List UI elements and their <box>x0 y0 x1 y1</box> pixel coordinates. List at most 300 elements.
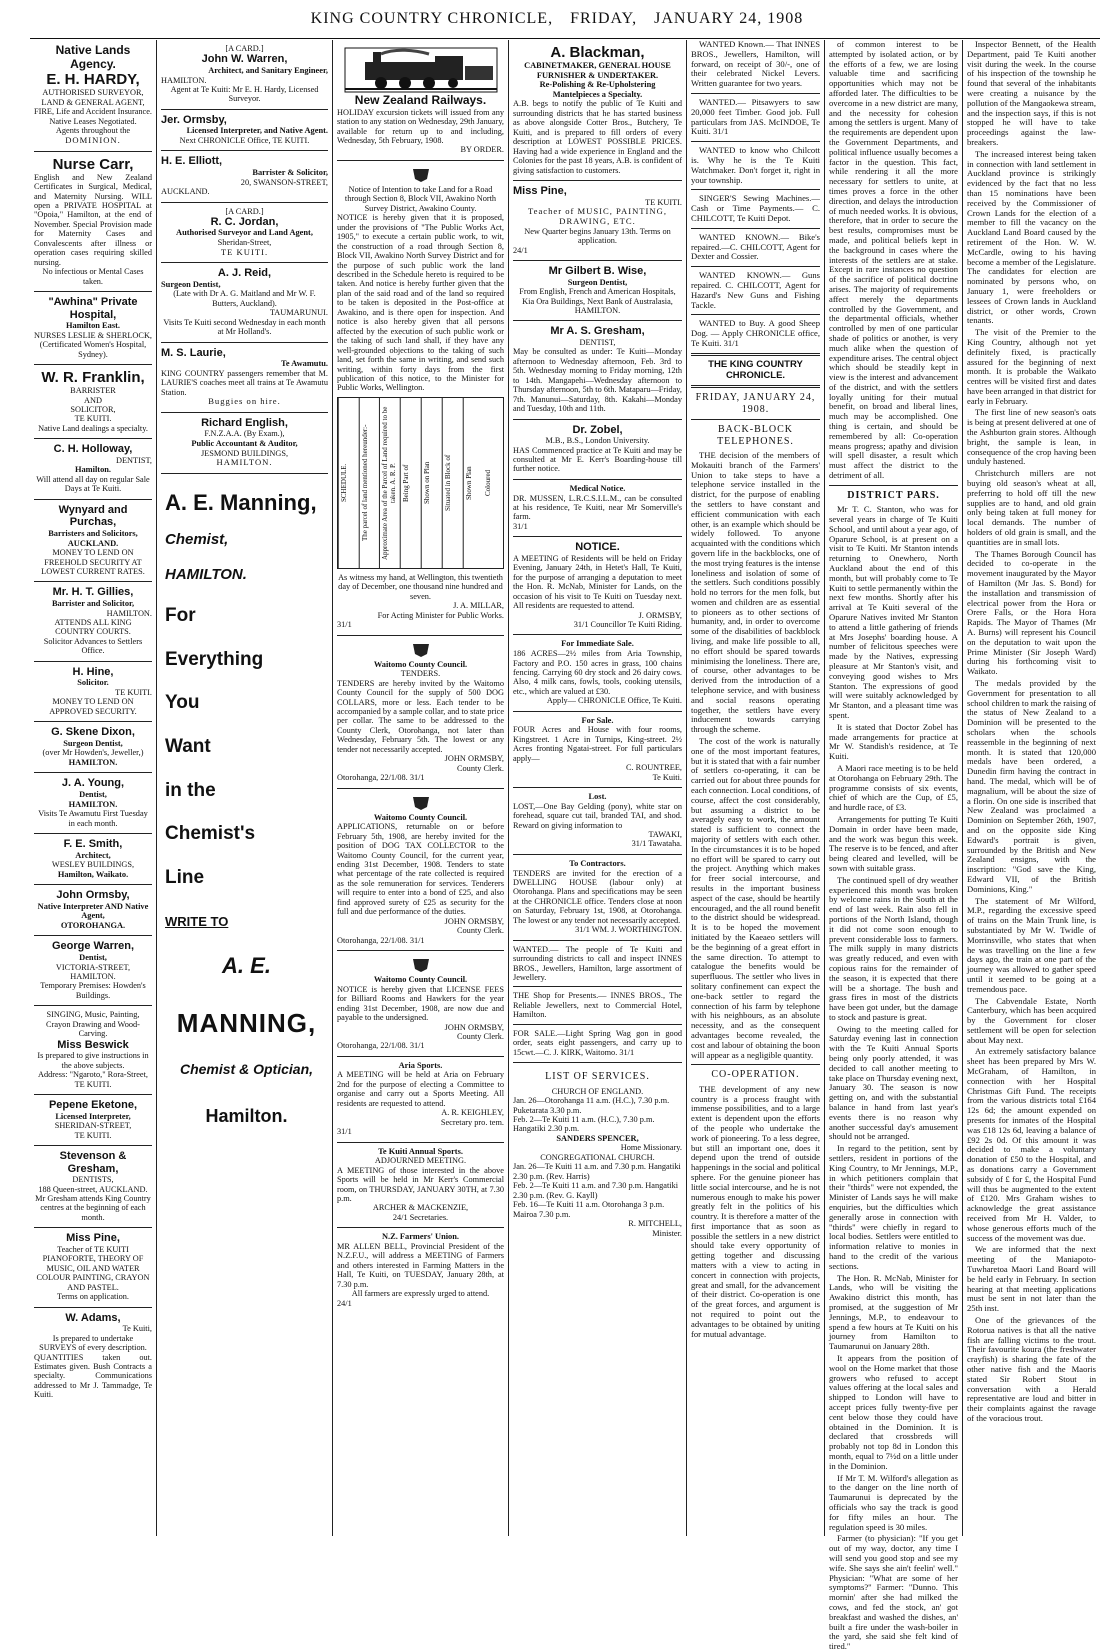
jwarren-card: [A CARD.] <box>225 44 264 53</box>
young-ad <box>34 773 152 834</box>
gillies-name: Mr. H. T. Gillies, <box>52 586 134 599</box>
cooperation-cont: of common interest to be attempted by isolated action, or by the efforts of a few, we are losing valuable time and sacrificing opportunities which may not be afforded later. The difficulties to be overcome in a new district are many, and the necessity for cohesion among the settlers is urgent. Many of the requirements are dependent upon the Government Departments, and political influence usually becomes a factor in the question. This fact, while rendering it all the more necessary for settlers to unite, at times proves a force in the other direction, and delays the introduction of much needed works. It is obvious, therefore, that in order to secure the best results, compromises must be made, and political beliefs kept in the background in cases where the interests of the settlers are at stake. Except in rare instances no question of the sacrifice of political doctrine arises. The majority of requirements affect merely the departments controlled by the Government, and the departmental officials, whether controlled by men of one particular shade of politics or another, is very much alike when the question of expenditure arises. The central object which should be steadily kept in view is the interest and advancement of the district, and with the settlers loyally uniting for their mutual benefit, on broad and liberal lines, much may be accomplished. One thing is certain, and should be remembered by all: Co-operation means progress; apathy and division will spell disaster, a result which must affect the district to the detriment of all. <box>829 39 958 481</box>
wanted-bikes: WANTED KNOWN.— Bike's repaired.—C. CHILCOTT, Agent for Dexter and Cossier. <box>691 231 820 262</box>
dixon-text: (over Mr Howden's, Jeweller,) <box>42 748 144 758</box>
contractors-name: 31/1 WM. J. WORTHINGTON. <box>575 925 682 935</box>
dixon-name: G. Skene Dixon, <box>51 726 135 739</box>
crest-icon <box>411 957 431 973</box>
aria-title: Aria Sports. <box>398 1060 443 1070</box>
services-row: Jan. 26—Te Kuiti 11 a.m. and 7.30 p.m. Hangatiki 2.30 p.m. (Rev. Harris) <box>513 1162 681 1181</box>
waitomo2-ad <box>337 789 504 951</box>
column-5 <box>686 40 824 1536</box>
franklin-ad <box>34 365 152 439</box>
reid-ad <box>161 263 328 342</box>
wanted-pitsawyers: WANTED.— Pitsawyers to saw 20,000 feet Timber. Good job. Full particulars from JAS. McINDOE, Te Kuiti. 31/1 <box>691 96 820 137</box>
gresham-text: May be consulted as under: Te Kuiti—Monday afternoon to Wednesday afternoon, Feb. 3rd to 5th. Wednesday morning to Friday morning, 12th to 14th. Mangapehi—Wednesday afternoon to Thursday afternoon, 5th to 6th. Mataparu—Friday, 7th. Manunui—Saturday, 8th. Kakahi—Monday and Tuesday, 10th and 11th. <box>513 347 682 414</box>
services-row: Jan. 26—Otorohanga 11 a.m. (H.C.), 7.30 p.m. Puketarata 3.30 p.m. <box>513 1096 670 1115</box>
column-6 <box>824 39 962 1652</box>
divider <box>691 385 820 388</box>
laurie-text2: Buggies on hire. <box>208 396 281 407</box>
pars-item: A Maori race meeting is to be held at Otorohanga on February 29th. The programme consists of six events, chief of which are the Cup, of £5, and hurdle race, of £3. <box>829 762 958 813</box>
hardy-line1: AUTHORISED SURVEYOR, <box>42 88 144 98</box>
carr-name: Nurse Carr, <box>52 155 134 173</box>
sale1-ad <box>513 635 682 711</box>
franklin-l5: Native Land dealings a specialty. <box>38 423 148 433</box>
wanted-guns: WANTED KNOWN.— Guns repaired. C. CHILCOTT, Agent for Hazard's New Guns and Fishing Tackle. <box>691 270 820 310</box>
smith-role: Architect, <box>75 850 111 860</box>
manning-w9: A. E. <box>222 953 271 979</box>
wanted-ad <box>513 941 682 1064</box>
awhina-place: Hamilton East. <box>66 321 120 331</box>
sale1-text: 186 ACRES—2½ miles from Aria Township, Factory and P.O. 150 acres in grass, 100 chains fencing. Carrying 60 dry stock and 26 dairy cows. Also, 4 milk cans, fowls, tools, cooking utensils, etc., which are valued at £30. <box>513 649 682 696</box>
waitomo2-role: County Clerk. <box>456 926 504 936</box>
gillies-text2: Solicitor Advances to Settlers Office. <box>43 636 143 656</box>
column-3 <box>332 40 508 1536</box>
schedule-c4: Situated in Block of <box>442 398 463 568</box>
mussen-text: DR. MUSSEN, L.R.C.S.I.L.M., can be consulted at his residence, Te Kuiti, near Mr Somerville's farm. <box>513 493 682 522</box>
wise-ad <box>513 261 682 321</box>
services-church: CHURCH OF ENGLAND. <box>551 1086 644 1096</box>
manning-w4: Want <box>165 736 211 757</box>
sale2-name: C. ROUNTREE, <box>625 763 682 773</box>
reid-text: (Late with Dr A. G. Maitland and Mr W. F. Butters, Auckland). <box>173 289 316 308</box>
beswick-text: Is prepared to give instructions in the above subjects. <box>37 1051 149 1070</box>
railways-text: HOLIDAY excursion tickets will issued from any station to any station on Wednesday, 29th January, available for return up to and including, Wednesday, 5th February, 1908. <box>337 107 505 146</box>
holloway-role: DENTIST, <box>115 455 152 465</box>
blackman-ad <box>513 40 682 181</box>
eketone-ad <box>34 1095 152 1146</box>
services-sign: SANDERS SPENCER, <box>556 1133 639 1143</box>
beswick-ad <box>34 1006 152 1095</box>
young-place: HAMILTON. <box>68 799 118 809</box>
paper-title: THE KING COUNTRY CHRONICLE. <box>708 358 803 381</box>
pine1-ad <box>34 1228 152 1307</box>
annual-title: Te Kuiti Annual Sports. <box>378 1146 463 1156</box>
pars-item: We are informed that the next meeting of the Maniapoto-Tuwharetoa Maori Land Board will be held early in February. In section hearing at that meeting applications must be sent in not later than the 25th inst. <box>967 1244 1096 1314</box>
awhina-ad <box>34 292 152 365</box>
masthead-day: FRIDAY, <box>570 10 638 27</box>
zobel-name: Dr. Zobel, <box>572 423 623 436</box>
hine-text: MONEY TO LEND ON APPROVED SECURITY. <box>49 697 137 716</box>
laurie-name: M. S. Laurie, <box>161 346 226 359</box>
wanted-innes: WANTED Known.— That INNES BROS., Jewellers, Hamilton, will forward, on receipt of 30/-, one of their celebrated Nickel Levers. Written guarantee for two years. <box>691 39 820 89</box>
aria-ref: 31/1 <box>337 1127 352 1137</box>
pars-item: It appears from the position of wool on the Home market that those growers who refused to accept values offering at the local sales and shipped to London will have to accept prices fully twenty-five per cent below those they could have obtained in the Dominion. It is declared that crossbreds will probably not top 8d in London this month, equal to 7½d on a little under in the Dominion. <box>829 1352 958 1471</box>
lost-text: LOST,—One Bay Gelding (pony), white star on forehead, square cut tail, branded TAI, and shod. Reward on giving information to <box>513 801 682 830</box>
notice-text: A MEETING of Residents will be held on Friday Evening, January 24th, in Hetet's Hall, Te Kuiti, for the purpose of arranging a deputation to meet the Hon. R. McNab, Minister for Lands, on the occasion of his visit to Te Kuiti on Tuesday next. All residents are requested to attend. <box>513 553 682 611</box>
mussen-ref: 31/1 <box>513 521 528 531</box>
hine-ad <box>34 662 152 722</box>
newspaper-page <box>30 39 1100 1652</box>
article2-title: CO-OPERATION. <box>711 1069 800 1081</box>
column-4 <box>508 40 686 1536</box>
railways-ad <box>337 40 504 161</box>
manning-ad <box>161 490 328 1127</box>
railways-sign: BY ORDER. <box>460 145 504 155</box>
waitomo1-text: TENDERS are hereby invited by the Waitomo County Council for the supply of 500 DOG COLLARS, more or less. Each tender to be accompanied by a sample collar, and to state price per collar. The same to be addressed to the County Clerk, Otorohanga, not later than Wednesday, February 5th. The lowest or any tender not necessarily accepted. <box>337 678 504 754</box>
waitomo1-ad <box>337 636 504 789</box>
lost-name: TAWAKI, <box>648 830 682 840</box>
column-1 <box>30 40 156 1536</box>
stevenson-role: DENTISTS, <box>72 1175 114 1185</box>
road-sign-text: As witness my hand, at Wellington, this twentieth day of December, one thousand nine hundred and seven. <box>338 572 503 601</box>
mussen-title: Medical Notice. <box>569 483 626 493</box>
hardy-name: E. H. HARDY, <box>46 71 140 89</box>
english-town: HAMILTON. <box>216 456 273 467</box>
eketone-town: TE KUITI. <box>74 1130 112 1140</box>
pars-item: Arrangements for putting Te Kuiti Domain in order have been made, and the work was begun this week. The reserve is to be fenced, and after being cleared and levelled, will be sown with suitable grass. <box>829 813 958 873</box>
farmers-text: MR ALLEN BELL, Provincial President of the N.Z.F.U., will address a MEETING of Farmers and others interested in Farming Matters in the Hall, Te Kuiti, on TUESDAY, January 28th, at 7.30 p.m. <box>337 1241 504 1289</box>
wanted-text: WANTED.— The people of Te Kuiti and surrounding districts to call and inspect INNES BROS., Jewellers, Hamilton, large assortment of Jewellery. <box>513 944 682 983</box>
crest-icon <box>411 167 431 183</box>
gresham-name: Mr A. S. Gresham, <box>550 325 645 338</box>
pars-item: The statement of Mr Wilford, M.P., regarding the excessive speed of trains on the Main Trunk line, is substantiated by Mr W. Twidle of Morrinsville, who states that when he was travelling on the line a few days ago, the train at one part of the journey was allowed to gather speed until it seemed to be going at a tremendous pace. <box>967 895 1096 994</box>
divider <box>691 1064 820 1065</box>
crest-icon <box>411 795 431 811</box>
elliott-town: AUCKLAND. <box>161 187 210 197</box>
smith-place: WESLEY BUILDINGS, <box>51 860 135 870</box>
divider <box>691 353 820 356</box>
divider <box>691 228 820 229</box>
services-row: Feb. 16—Te Kuiti 11 a.m. Otorohanga 3 p.m. Mairoa 7.30 p.m. <box>513 1200 665 1219</box>
gillies-text: ATTENDS ALL KING COUNTRY COURTS. <box>54 618 132 637</box>
divider <box>513 986 682 987</box>
column-7 <box>962 40 1100 1536</box>
holloway-place: Hamilton. <box>74 465 112 475</box>
notice-title: NOTICE. <box>575 541 620 554</box>
pars-item: Farmer (to physician): "If you get out of my way, doctor, any time I will send you good stop and see my wife. She says she ain't feelin' well." Physician: "What are some of her symptoms?" Farmer: "Dunno. This mornin' after she had milked the cows, and fed the stock, an' got breakfast and washed the dishes, an' built a fire under the wash-boiler in the yard, she said she felt kind of tired." <box>829 1533 958 1652</box>
sale2-ad <box>513 712 682 788</box>
lost-place: 31/1 Tawataha. <box>631 839 682 849</box>
dateline: FRIDAY, JANUARY 24, 1908. <box>695 392 816 415</box>
reid-text2: Visits Te Kuiti second Wednesday in each month at Mr Holland's. <box>163 317 326 337</box>
franklin-l2: AND <box>84 395 102 405</box>
gresham-role: DENTIST, <box>579 337 616 347</box>
hardy-line3: FIRE, Life and Accident Insurance. <box>34 107 152 117</box>
aria-role: Secretary pro. tem. <box>440 1117 504 1127</box>
masthead-title: KING COUNTRY CHRONICLE, <box>310 10 554 27</box>
pars-item: An extremely satisfactory balance sheet has been prepared by Mrs W. McGraham, of Hamilton, in connection with her Hospital Christmas Gift Fund. The receipts from the various districts total £164 12s 6d; the amount expended on presents for inmates of the Hospital was £18 12s 6d, leaving a balance of £92 2s 0d. Of this amount it was decided to make a voluntary donation of £50 to the Hospital, and as donations carry a Government subsidy of £ for £, the Hospital Fund will thus be augmented to the extent of £120. Mrs Graham wishes to acknowledge the great assistance received from Mr H. Valder, to whose generous efforts much of the success of the movement was due. <box>967 1046 1096 1243</box>
franklin-name: W. R. Franklin, <box>41 369 145 387</box>
divider <box>691 419 820 420</box>
zobel-cred: M.B., B.S., London University. <box>545 436 650 446</box>
pars-item: The Thames Borough Council has decided to co-operate in the movement inaugurated by the Mayor of Hamilton (Mr Jas. S. Bond) for the installation and transmission of electrical power from the Hora or Orere Falls, or the Hora Hora Rapids. The Mayor of Thames (Mr A. Burns) will represent his Council on the deputation to wait upon the Prime Minister (Sir Joseph Ward) during his forthcoming visit to Waikato. <box>967 548 1096 677</box>
adams-name: W. Adams, <box>65 1311 121 1324</box>
jwarren-agent: Agent at Te Kuiti: Mr E. H. Hardy, Licensed Surveyor. <box>170 85 319 104</box>
carr-text: English and New Zealand Certificates in Surgical, Medical, and Maternity Nursing. WILL open a PRIVATE HOSPITAL at "Opoia," Hamilton, at the end of November. Special Provision made for Maternity Cases and Convalescents after illness or operation cases requiring skilled nursing. <box>34 172 152 267</box>
english-ad <box>161 413 328 474</box>
manning-w6: Chemist's <box>165 823 256 845</box>
zobel-ad <box>513 420 682 480</box>
ormsby-ad <box>34 885 152 936</box>
pars-item: The first line of new season's oats is being at present delivered at one of the Ashburton grain stores. Although bright, the sample is lean, in consequence of the crop having been unduly hastened. <box>967 407 1096 467</box>
road-sign-role: For Acting Minister for Public Works. <box>377 610 504 620</box>
wanted-text2: THE Shop for Presents.— INNES BROS., The Reliable Jewellers, next to Commercial Hotel, Hamilton. <box>513 991 682 1020</box>
waitomo3-ad <box>337 951 504 1057</box>
reid-name: A. J. Reid, <box>217 267 272 280</box>
pars-item: Christchurch millers are not buying old season's wheat at all, preferring to hold off till the new supplies are to hand, and old grain only being taken at full money for local demands. The number of holders of old grain is small, and the quantities are in small lots. <box>967 468 1096 547</box>
pars-item: Owing to the meeting called for Saturday evening last in connection with the Te Kuiti Annual Sports being only poorly attended, it was decided to call another meeting to take place on Thursday evening next, January 30. The season is now getting on, and with the substantial balance in hand from last year's events there is no reason why another successful day's amusement should not be arranged. <box>829 1023 958 1142</box>
gwarren-text: Temporary Premises: Howden's Buildings. <box>40 981 146 1000</box>
pine2-text: Teacher of MUSIC, PAINTING, DRAWING, ETC. <box>528 206 667 226</box>
gresham-ad <box>513 321 682 419</box>
pine1-name: Miss Pine, <box>66 1232 120 1245</box>
gwarren-place: VICTORIA-STREET, HAMILTON. <box>55 962 131 981</box>
services-sign2: R. MITCHELL, <box>628 1219 682 1229</box>
blackman-sub: Re-Polishing & Re-Upholstering <box>539 80 656 90</box>
adams-place: Te Kuiti, <box>122 1324 152 1334</box>
holloway-text: Will attend all day on regular Sale Days at Te Kuiti. <box>36 474 150 494</box>
pars-item: The increased interest being taken in connection with land settlement in Auckland province is strikingly evidenced by the fact that no less than 15 nominations have been received by the Commissioner of Crown Lands for the election of a member to fill the vacancy on the Auckland Land Board caused by the retirement of the Hon. W. W. McCardle, owing to his having become a member of the Legislature. The candidates for election are nominated by persons who, on January 1, were freeholders or lessees of Crown lands in Auckland district, or other words, Crown tenants. <box>967 148 1096 326</box>
jordan-role: Authorised Surveyor and Land Agent, <box>176 228 313 238</box>
wynyard-text: MONEY TO LEND ON FREEHOLD SECURITY AT LOWEST CURRENT RATES. <box>41 548 145 576</box>
locomotive-illustration <box>345 48 497 92</box>
farmers-ad <box>337 1228 504 1313</box>
pars-item: One of the grievances of the Rotorua natives is that all the native fish are falling victims to the trout. Their favourite koura (the freshwater crayfish) is sharing the fate of the other native fish and the Maoris stated Sir Robert Stout in conversation with a Herald representative are loud and bitter in their complaints against the ravage of the voracious trout. <box>967 1315 1096 1423</box>
schedule-h2: The parcel of land mentioned hereunder:- <box>359 398 380 568</box>
jwarren-place: HAMILTON. <box>161 75 207 85</box>
farmers-text2: All farmers are expressly urged to attend. <box>351 1289 490 1299</box>
schedule-c3: Shown on Plan <box>421 398 442 568</box>
manning-w1: For <box>165 605 196 627</box>
masthead-date: JANUARY 24, 1908 <box>654 10 804 27</box>
singing-text: SINGING, Music, Painting, Crayon Drawing and Wood-Carving. <box>46 1010 140 1039</box>
young-text: Visits Te Awamutu First Tuesday in each month. <box>38 809 148 828</box>
wanted-sheep: WANTED to Buy. A good Sheep Dog. — Apply CHRONICLE office, Te Kuiti. 31/1 <box>691 318 820 348</box>
mussen-ad <box>513 480 682 537</box>
jwarren-ad <box>161 40 328 110</box>
pine2-ad <box>513 181 682 261</box>
pars-item: It is stated that Doctor Zobel has made arrangements for practice at Mr W. Standish's residence, at Te Kuiti. <box>829 721 958 762</box>
jwarren-name: John W. Warren, <box>201 53 288 66</box>
pars-item: The Cabvendale Estate, North Canterbury, which has been acquired by the Government for closer settlement will be open for selection about May next. <box>967 995 1096 1045</box>
pars-item: If Mr T. M. Wilford's allegation as to the danger on the line north of Taumarunui is deprecated by the officials who say the track is good for fifty miles an hour. The regulation speed is 30 miles. <box>829 1472 958 1532</box>
wynyard-place: AUCKLAND. <box>67 538 119 548</box>
jordan-card: [A CARD.] <box>225 206 264 216</box>
hardy-line4: Native Leases Negotiated. <box>49 116 137 126</box>
jormsby-text: Next CHRONICLE Office, TE KUITI. <box>179 136 310 146</box>
lost-ad <box>513 788 682 855</box>
beswick-name: Miss Beswick <box>57 1038 129 1051</box>
schedule-c2: Being Part of <box>400 398 421 568</box>
pars-title: DISTRICT PARS. <box>847 489 940 501</box>
reid-town: TAUMARUNUI. <box>269 308 328 318</box>
stevenson-ad <box>34 1146 152 1228</box>
smith-name: F. E. Smith, <box>63 838 123 851</box>
english-name: Richard English, <box>201 416 288 429</box>
jordan-town: TE KUITI. <box>220 246 269 257</box>
divider <box>691 93 820 94</box>
wanted-text3: FOR SALE.—Light Spring Wag gon in good order, seats eight passengers, and carry up to 15cwt.—C. J. KIRK, Waitomo. 31/1 <box>513 1028 682 1057</box>
waitomo2-date: Otorohanga, 22/1/08. 31/1 <box>337 935 425 945</box>
waitomo1-title: Waitomo County Council. <box>373 659 468 669</box>
beswick-addr: Address: "Ngaroto," Rora-Street, TE KUITI. <box>38 1070 148 1089</box>
holloway-ad <box>34 439 152 499</box>
pars-item: Mr T. C. Stanton, who was for several years in charge of Te Kuiti School, and until about a year ago, of Oparure School, is at present on a visit to Te Kuiti. Mr Stanton intends returning to Onewhero, North Auckland about the end of this month, but will probably come to Te Kuiti to settle permanently within the next few months. Shortly after his arrival at Te Kuiti several of the Oparure Natives invited Mr Stanton to attend a little gathering of friends at Mrs Josephs' boarding house. A number of felicitous speeches were made by the Natives, expressing pleasure at Mr Stanton's visit, and conveying good wishes to Mrs Stanton. The expressions of good will were suitably acknowledged by Mr Stanton, and a pleasant time was spent. <box>829 504 958 720</box>
divider <box>691 189 820 190</box>
notice-name: J. ORMSBY, <box>638 610 682 620</box>
manning-w3: You <box>165 692 200 714</box>
article1-title: BACK-BLOCK TELEPHONES. <box>717 424 794 447</box>
pine2-name: Miss Pine, <box>513 185 567 198</box>
awhina-text: NURSES LESLIE & SHERLOCK, (Certificated Women's Hospital, Sydney). <box>34 330 153 359</box>
sale1-apply: Apply— CHRONICLE Office, Te Kuiti. <box>546 696 682 706</box>
gwarren-ad <box>34 936 152 1006</box>
notice-ad <box>513 537 682 635</box>
manning-w8: WRITE TO <box>165 913 229 929</box>
carr-foot: No infectious or Mental Cases taken. <box>42 267 144 286</box>
manning-town: HAMILTON. <box>165 565 247 583</box>
waitomo3-text: NOTICE is hereby given that LICENSE FEES for Billiard Rooms and Hawkers for the year ending 31st December, 1908, are now due and payable to the undersigned. <box>337 984 504 1023</box>
wise-text: From English, French and American Hospitals, Kia Ora Buildings, Next Bank of Australasia, <box>519 287 676 306</box>
pine2-ref: 24/1 <box>513 245 528 255</box>
lost-title: Lost. <box>588 792 607 802</box>
zobel-text: HAS Commenced practice at Te Kuiti and may be consulted at Mr E. Kerr's Boarding-house till further notice. <box>513 445 682 474</box>
hardy-ad <box>34 40 152 152</box>
services-role2: Minister. <box>652 1228 682 1238</box>
jordan-name: R. C. Jordan, <box>210 215 279 228</box>
hardy-line6: DOMINION. <box>65 134 121 145</box>
crest-icon <box>411 642 431 658</box>
column-2 <box>156 40 332 1536</box>
pine1-text: Teacher of TE KUITI PIANOFORTE, THEORY OF MUSIC, OIL AND WATER COLOUR PAINTING, CRAYON AND PASTEL. <box>36 1244 150 1292</box>
article1-para: The cost of the work is naturally one of the most important features, but it is stated that with a fair number of settlers co-operating, it can be carried out for about three pounds for each connection. Local conditions, of course, affect the cost considerably, but assuming a district to be averagely easy to work, the amount stated is sufficient to connect the majority of settlers with each other. In the circumstances it is to be hoped no effort will be spared to carry out the project. Anything which makes for freer social intercourse, and results in the important business aspect of the case, should be heartily encouraged, and the all round benefit to the district should be widespread. It is to be hoped the movement initiated by the Kaeaeo settlers will be the beginning of a great effort in the same direction. To attempt to catalogue the benefits would be superfluous. The settler who lives in solitary confinement can expect the one-back settler to regard the connection of his farm by telephone with his neighbours, as an absolute necessity, and as the consequent advantages become revealed, the cost and labour of obtaining the boon will appear as a negligible quantity. <box>691 736 820 1060</box>
pine2-place: TE KUITI. <box>645 197 682 207</box>
elliott-place: 20, SWANSON-STREET, <box>240 177 328 187</box>
services-ad <box>513 1063 682 1243</box>
services-title: LIST OF SERVICES. <box>545 1071 650 1083</box>
manning-w2: Everything <box>165 648 264 670</box>
farmers-ref: 24/1 <box>337 1298 352 1308</box>
annual-ad <box>337 1143 504 1229</box>
services-row: Feb. 2—Te Kuiti 11 a.m. (H.C.), 7.30 p.m. Hangatiki 2.30 p.m. <box>513 1114 655 1134</box>
annual-text: A MEETING of those interested in the above Sports will be held in Mr Kerr's Commercial room, on THURSDAY, JANUARY 30TH, at 7.30 p.m. <box>337 1165 504 1203</box>
blackman-text: A.B. begs to notify the public of Te Kuiti and surrounding districts that he has started business as above alongside Cotter Bros., Butchery, Te Kuiti, and is prepared to fill orders of every description at LOWEST POSSIBLE PRICES. Having had a wide experience in England and the Colonies for the past 18 years, A.B. is confident of giving satisfaction to customers. <box>513 99 682 175</box>
laurie-ad <box>161 343 328 413</box>
wise-name: Mr Gilbert B. Wise, <box>548 264 647 277</box>
road-notice-ad <box>337 161 504 636</box>
pine1-foot: Terms on application. <box>57 1292 129 1302</box>
divider <box>829 485 958 486</box>
pars-item: In regard to the petition, sent by settlers, resident in portions of the King Country, to Mr Jennings, M.P., in which petitioners complain that their "thirds" were not expended, the Minister of Lands says he will make enquiries, but the difficulties which generally arose in connection with "thirds" were chiefly in regard to local bodies. Settlers were entitled to information relative to monies in hand to the credit of the various sections. <box>829 1143 958 1271</box>
schedule-table <box>337 397 504 569</box>
smith-ad <box>34 834 152 885</box>
franklin-l1: BARRISTER <box>70 386 116 396</box>
laurie-place: Te Awamutu. <box>281 359 328 369</box>
waitomo2-title: Waitomo County Council. <box>373 812 468 822</box>
carr-ad <box>34 152 152 293</box>
sale1-title: For Immediate Sale. <box>561 639 634 649</box>
ormsby-place: OTOROHANGA. <box>60 920 126 930</box>
road-sign-name: J. A. MILLAR, <box>453 601 504 611</box>
english-role: Public Accountant & Auditor, <box>191 438 298 448</box>
waitomo1-name: JOHN ORMSBY, <box>444 754 504 764</box>
manning-w12: Hamilton. <box>205 1106 288 1127</box>
eketone-place: SHERIDAN-STREET, <box>54 1121 132 1131</box>
sale2-text: FOUR Acres and House with four rooms, Kingstreet. 1 Acre in Turnips, King-street. 2½ Acres fronting Ngatai-street. For full particulars apply— <box>513 725 682 763</box>
jwarren-role: Architect, and Sanitary Engineer, <box>208 65 328 75</box>
stevenson-name: Stevenson & Gresham, <box>59 1150 127 1175</box>
english-place: JESMOND BUILDINGS, <box>200 448 289 458</box>
awhina-name: "Awhina" Private Hospital, <box>48 296 138 321</box>
elliott-ad <box>161 151 328 202</box>
schedule-c1: Approximate Area of the Parcel of Land required to be taken. A. R. P. <box>379 398 400 568</box>
elliott-role: Barrister & Solicitor, <box>252 168 328 178</box>
hardy-head: Native Lands Agency. <box>55 43 131 71</box>
eketone-role: Licensed Interpreter, <box>55 1111 131 1121</box>
dixon-role: Surgeon Dentist, <box>63 738 123 748</box>
jormsby-ad <box>161 110 328 152</box>
smith-text: Hamilton, Waikato. <box>57 869 129 879</box>
manning-w10: MANNING, <box>176 1007 317 1038</box>
article2-para: THE development of any new country is a process fraught with immense possibilities, and to a large extent is dependent upon the efforts of the people who undertake the work of pioneering. To a less degree, but still an important one, does it depend upon the trend of outside happenings in the social and political sphere. For the genuine pioneer has little social intercourse, and he is not numerous enough to make his power greatly felt in the politics of his country. It is therefore a matter of the first importance that as soon as possible the settlers in a new district should take every opportunity of getting together and discussing matters with a view to acting in concert in connection with projects, great and small, for the advancement of their district. Co-operation is one of the great forces, and argument is not required to point out the advantages to be obtained by uniting for mutual advantage. <box>691 1083 820 1339</box>
masthead <box>0 0 1114 38</box>
waitomo2-name: JOHN ORMSBY, <box>444 916 504 926</box>
waitomo2-text: APPLICATIONS, returnable on or before February 5th, 1908, are hereby invited for the position of DOG TAX COLLECTOR to the Waitomo County Council, for the current year, ending 31st December, 1908. Tenders to state what percentage of the rate collected is required as the sole remuneration for services. Tenderers will require to enter into a bond of £25, and also find approved surety of £25 as security for the full and due performance of the duties. <box>337 822 504 917</box>
wynyard-name: Wynyard and Purchas, <box>58 503 128 529</box>
hine-role: Solicitor. <box>77 678 109 688</box>
waitomo3-role: County Clerk. <box>456 1031 504 1041</box>
eketone-name: Pepene Eketone, <box>48 1099 138 1112</box>
laurie-text: KING COUNTRY passengers remember that M. LAURIE'S coaches meet all trains at Te Awamutu Station. <box>161 368 328 397</box>
ormsby-role: Native Interpreter AND Native Agent, <box>37 901 149 921</box>
franklin-l3: SOLICITOR, <box>70 405 116 415</box>
divider <box>691 266 820 267</box>
gillies-place: HAMILTON. <box>106 608 152 618</box>
manning-name: A. E. Manning, <box>165 489 317 515</box>
hine-name: H. Hine, <box>72 665 114 678</box>
divider <box>513 1024 682 1025</box>
article1-para: THE decision of the members of Mokauiti branch of the Farmers' Union to take steps to have a telephone service installed in the district, for the purpose of enabling the settlers to have constant and efficient communication with each other, is an example which should be widely followed. To anyone acquainted with the conditions which govern life in the backblocks, one of the most trying features is the intense loneliness and isolation of some of the settlers. Such conditions possibly hold no terrors for the men folk, but women and children are as essential to pioneers as to other sections of humanity, and, in order to overcome some of the disabilities of backblock living, and make life possible to all, no effort should be spared towards minimising the loneliness. There are, of course, other advantages to be derived from the introduction of a telephone service, and with business and social reasons operating together, the settlers have every inducement towards carrying through the scheme. <box>691 449 820 735</box>
adams-ad <box>34 1308 152 1405</box>
road-sign-ref: 31/1 <box>337 620 352 630</box>
notice-role: 31/1 Councillor Te Kuiti Riding. <box>573 620 682 630</box>
waitomo3-name: JOHN ORMSBY, <box>444 1022 504 1032</box>
waitomo1-role: County Clerk. <box>456 763 504 773</box>
ormsby-name: John Ormsby, <box>56 889 130 902</box>
schedule-c6: Coloured <box>484 469 493 496</box>
dixon-ad <box>34 722 152 773</box>
sale2-place: Te Kuiti. <box>652 772 682 782</box>
hardy-line2: LAND & GENERAL AGENT, <box>41 97 145 107</box>
contractors-title: To Contractors. <box>569 858 626 868</box>
pars-item: The medals provided by the Government for presentation to all school children to mark the raising of the status of New Zealand to a Dominion will be presented to the scholars when the schools reassemble in the beginning of next month. It is stated that 120,000 medals have been ordered, a Dunedin firm having the contract in hand. The medal, which will be of magnalium, will be about the size of a florin. On one side is inscribed that New Zealand was proclaimed a Dominion on September 26th, 1907, and on the opposite side King Edward's portrait is given, surrounded by the British and New Zealand ensigns, with the inscription: "God save the King, Edward VII, of the British Dominions, King." <box>967 678 1096 894</box>
jormsby-name: Jer. Ormsby, <box>161 113 227 126</box>
railways-title: New Zealand Railways. <box>354 93 487 107</box>
manning-w5: in the <box>165 779 216 801</box>
aria-ad <box>337 1057 504 1143</box>
annual-sub: ADJOURNED MEETING. <box>374 1156 467 1166</box>
wise-role: Surgeon Dentist, <box>567 277 628 287</box>
adams-text2: QUANTITIES taken out. Estimates given. Bush Contracts a specialty. Communications addressed to Mr J. Tammadge, Te Kuiti. <box>34 1352 152 1400</box>
schedule-h1: SCHEDULE. <box>338 398 359 568</box>
gwarren-name: George Warren, <box>51 940 135 953</box>
jormsby-role: Licensed Interpreter, and Native Agent. <box>186 126 328 136</box>
waitomo3-date: Otorohanga, 22/1/08. 31/1 <box>337 1041 425 1051</box>
aria-text: A MEETING will be held at Aria on February 2nd for the purpose of electing a Committee to organise and carry out a Sports Meeting. All residents are requested to attend. <box>337 1070 504 1108</box>
pars-item: Inspector Bennett, of the Health Department, paid Te Kuiti another visit during the week. In the course of his inspection of the township he found that several of the inhabitants were creating a nuisance by the pollution of the Mangaokewa stream, and the inspection says, if this is not stopped he will have to take proceedings against the law-breakers. <box>967 39 1096 147</box>
young-role: Dentist, <box>79 789 107 799</box>
contractors-text: TENDERS are invited for the erection of a DWELLING HOUSE (labour only) at Otorohanga. Plans and specifications may be seen at the CHRONICLE office. Tenders close at noon on Saturday, February 1st, 1908, at Otorohanga. The lowest or any tender not necessarily accepted. <box>513 868 682 925</box>
pine2-text2: New Quarter begins January 13th. Terms on application. <box>524 226 671 246</box>
adams-text: Is prepared to undertake SURVEYS of every description. <box>39 1333 147 1353</box>
wynyard-ad <box>34 500 152 583</box>
schedule-c5: Shown Plan <box>463 398 484 568</box>
franklin-l4: TE KUITI. <box>74 414 112 424</box>
blackman-role: CABINETMAKER, GENERAL HOUSE FURNISHER & UNDERTAKER. <box>524 61 671 80</box>
divider <box>691 314 820 315</box>
jordan-place: Sheridan-Street, <box>217 238 272 248</box>
